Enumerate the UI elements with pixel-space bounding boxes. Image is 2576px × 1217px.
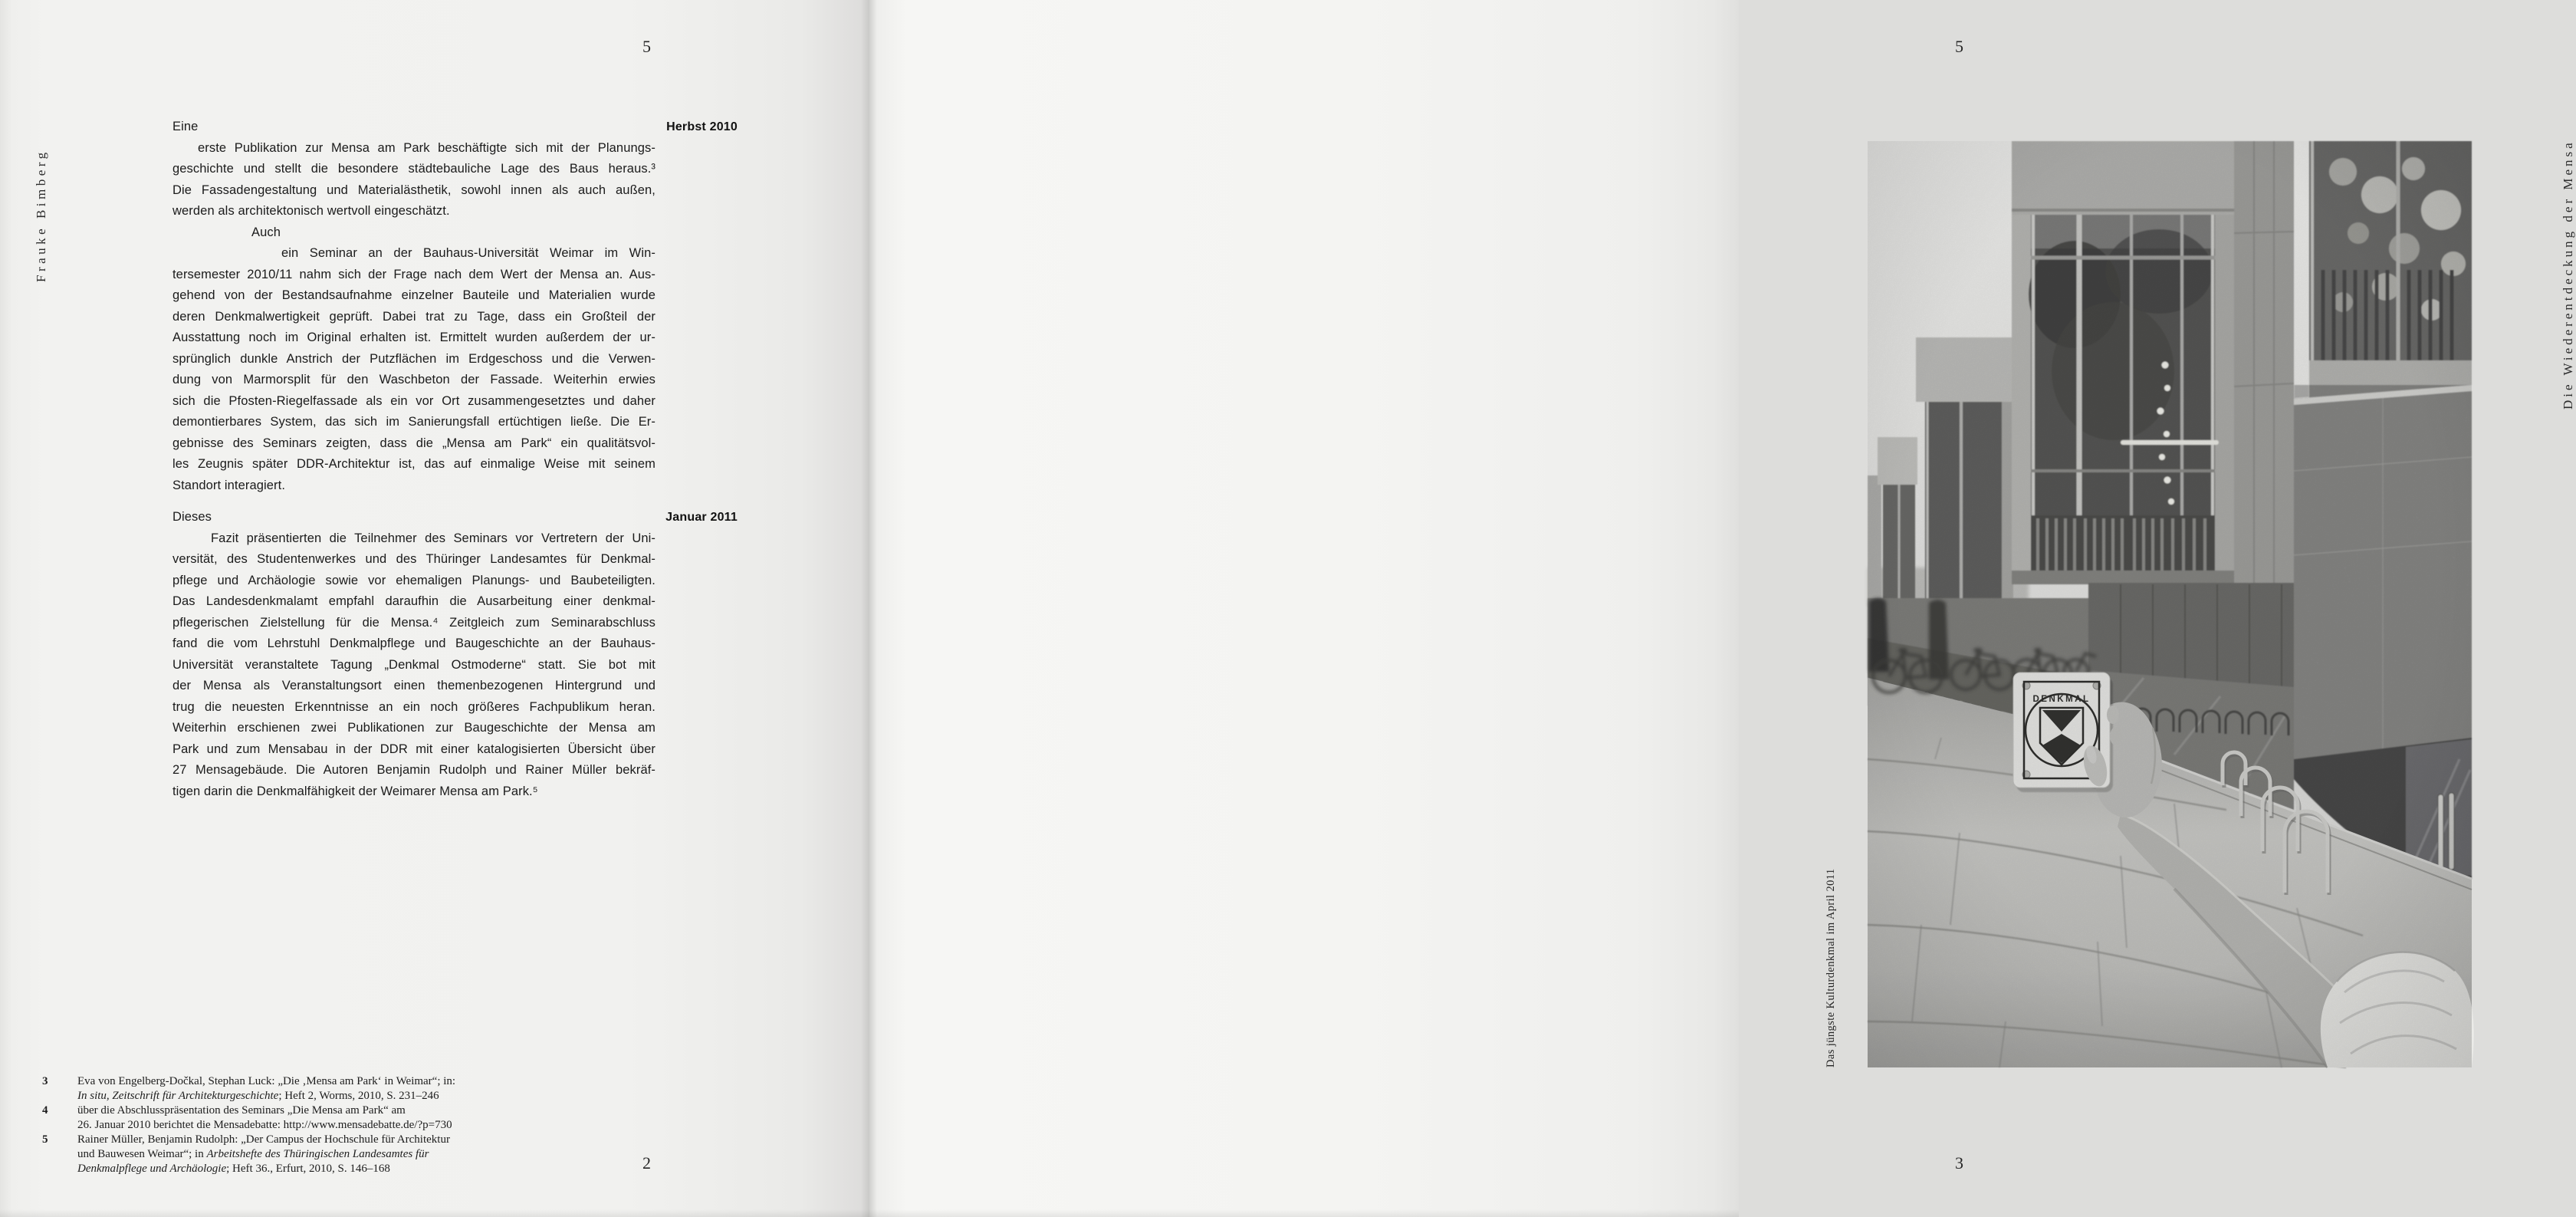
body-line: Park und zum Mensabau in der DDR mit einer katalogisierten Übersicht über [172,742,656,756]
body-line: versität, des Studentenwerkes und des Thüringer Landesamtes für Denkmal- [172,552,656,566]
footnote [42,1104,479,1133]
footnote-number: 3 [42,1075,48,1087]
body-line: dung von Marmorsplit für den Waschbeton der Fassade. Weiterhin erwies [172,373,656,386]
body-line: Das Landesdenkmalamt empfahl daraufhin die Ausarbeitung einer denkmal- [172,594,656,608]
body-line: werden als architektonisch wertvoll eingeschätzt. [172,204,450,218]
photo-mensa-denkmal [1868,141,2472,1067]
section-lead-row [172,507,738,528]
photo-caption: Das jüngste Kulturdenkmal im April 2011 [1825,868,1837,1067]
chapter-number-right: 5 [1955,37,1963,56]
lead-word: Eine [172,120,199,133]
footnote-line: Denkmalpflege und Archäologie; Heft 36., Erfurt, 2010, S. 146–168 [77,1163,390,1175]
footnote-line: Rainer Müller, Benjamin Rudolph: „Der Campus der Hochschule für Architektur [77,1133,450,1146]
body-line: ein Seminar an der Bauhaus-Universität Weimar im Win- [281,246,656,260]
page-left [0,0,869,1217]
body-line: demontierbares System, das sich im Sanierungsfall ertüchtigen ließe. Die Er- [172,415,656,429]
chapter-number-left: 5 [642,37,651,56]
margin-chapter-title: Die Wiederentdeckung der Mensa [2561,140,2575,410]
body-line: tersemester 2010/11 nahm sich der Frage nach dem Wert der Mensa an. Aus- [172,267,656,281]
section-herbst-2010 [172,117,738,496]
margin-author: Frauke Bimberg [34,149,48,282]
footnote [42,1133,479,1176]
footnote [42,1074,479,1104]
body-line: Fazit präsentierten die Teilnehmer des Seminars vor Vertretern der Uni- [211,531,656,545]
body-line: der Mensa als Veranstaltungsort einen themenbezogenen Hintergrund und [172,679,656,692]
section-lines [172,138,656,497]
body-line: Die Fassadengestaltung und Materialästhetik, sowohl innen als auch außen, [172,183,656,197]
footnote-line: über die Abschlusspräsentation des Seminars „Die Mensa am Park“ am [77,1104,406,1117]
body-line: Auch [251,225,281,239]
body-line: les Zeugnis später DDR-Architektur ist, das auf einmalige Weise mit seinem [172,457,656,471]
body-line: gebnisse des Seminars zeigten, dass die „Mensa am Park“ ein qualitätsvol- [172,436,656,450]
date-label-herbst-2010: Herbst 2010 [666,120,738,133]
page-right [869,0,2575,1217]
body-line: tigen darin die Denkmalfähigkeit der Weimarer Mensa am Park.⁵ [172,784,538,798]
photo-vignette [1868,141,2472,1067]
footnote-line: 26. Januar 2010 berichtet die Mensadebatte: http://www.mensadebatte.de/?p=730 [77,1119,452,1131]
footnote-number: 4 [42,1104,48,1117]
body-line: sich die Pfosten-Riegelfassade als ein vor Ort zusammengesetztes und daher [172,393,656,408]
date-label-januar-2011: Januar 2011 [665,511,738,524]
section-gap [172,496,656,507]
body-line: 27 Mensagebäude. Die Autoren Benjamin Rudolph und Rainer Müller bekräf- [172,763,656,777]
section-januar-2011 [172,507,738,802]
body-line: Weiterhin erschienen zwei Publikationen zur Baugeschichte der Mensa am [172,721,656,735]
lead-word: Dieses [172,510,212,524]
body-line: geschichte und stellt die besondere städtebauliche Lage des Baus heraus.³ [172,162,656,176]
body-line: sprünglich dunkle Anstrich der Putzflächen im Erdgeschoss und die Verwen- [172,351,656,366]
body-line: Universität veranstaltete Tagung „Denkmal Ostmoderne“ statt. Sie bot mit [172,657,656,672]
body-line: trug die neuesten Erkenntnisse an ein noch größeres Fachpublikum heran. [172,699,656,714]
body-line: fand die vom Lehrstuhl Denkmalpflege und Baugeschichte an der Bauhaus- [172,636,656,650]
body-line: Ausstattung noch im Original erhalten ist. Ermittelt wurden außerdem der ur- [172,331,656,344]
footnote-line: und Bauwesen Weimar“; in Arbeitshefte des Thüringischen Landesamtes für [77,1148,429,1160]
page-number-left: 2 [642,1153,651,1173]
footnote-line: In situ, Zeitschrift für Architekturgeschichte; Heft 2, Worms, 2010, S. 231–246 [77,1090,439,1102]
body-line: gehend von der Bestandsaufnahme einzelner Bauteile und Materialien wurde [172,288,656,302]
section-lines [172,528,656,803]
footnote-number: 5 [42,1133,48,1146]
footnotes-block [42,1074,479,1176]
footnote-line: Eva von Engelberg-Dočkal, Stephan Luck: „Die ‚Mensa am Park‘ in Weimar“; in: [77,1075,456,1087]
section-lead-row [172,117,738,138]
body-line: deren Denkmalwertigkeit geprüft. Dabei trat zu Tage, dass ein Großteil der [172,309,656,324]
body-text-block [172,117,738,802]
page-number-right: 3 [1955,1153,1963,1173]
body-line: pflegerischen Zielstellung für die Mensa.⁴ Zeitgleich zum Seminarabschluss [172,615,656,630]
body-line: Standort interagiert. [172,478,286,492]
body-line: pflege und Archäologie sowie vor ehemaligen Planungs- und Baubeteiligten. [172,573,656,587]
body-line: erste Publikation zur Mensa am Park beschäftigte sich mit der Planungs- [198,140,656,155]
